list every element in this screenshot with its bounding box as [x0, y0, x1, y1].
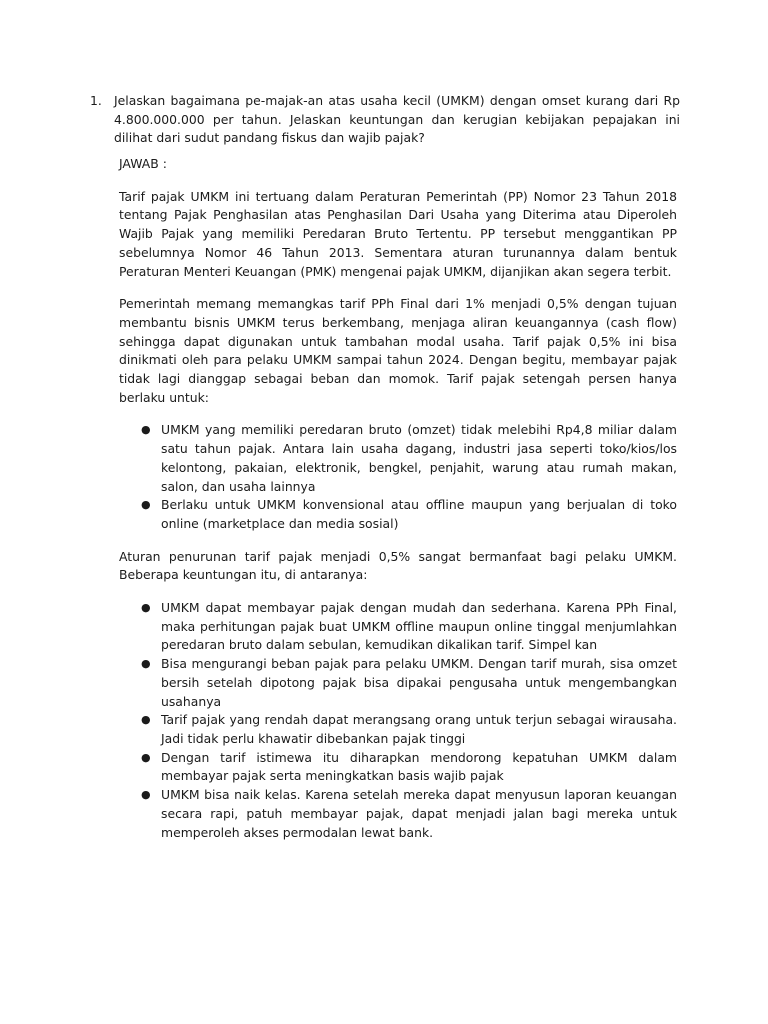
bullet-item — [119, 711, 677, 748]
bullet-icon: ● — [141, 423, 151, 437]
bullet-icon: ● — [141, 601, 151, 615]
question-text: Jelaskan bagaimana pe-majak-an atas usaha kecil (UMKM) dengan omset kurang dari Rp 4.800.000.000 per tahun. Jelaskan keuntungan dan kerugian kebijakan pepajakan ini dilihat dari sudut pandang fiskus dan wajib pajak? — [114, 93, 680, 146]
bullet-item — [119, 496, 677, 533]
bullet-item — [119, 749, 677, 786]
bullet-text: Berlaku untuk UMKM konvensional atau offline maupun yang berjualan di toko online (marketplace dan media sosial) — [161, 497, 677, 531]
answer-section — [119, 155, 677, 856]
bullet-icon: ● — [141, 713, 151, 727]
answer-paragraph-3: Aturan penurunan tarif pajak menjadi 0,5% sangat bermanfaat bagi pelaku UMKM. Beberapa keuntungan itu, di antaranya: — [119, 548, 677, 583]
bullet-icon: ● — [141, 498, 151, 512]
bullet-list-2 — [119, 599, 677, 842]
bullet-list-1 — [119, 421, 677, 533]
bullet-text: Dengan tarif istimewa itu diharapkan mendorong kepatuhan UMKM dalam membayar pajak serta meningkatkan basis wajib pajak — [161, 749, 677, 784]
bullet-item — [119, 421, 677, 496]
bullet-text: Tarif pajak yang rendah dapat merangsang orang untuk terjun sebagai wirausaha. Jadi tidak perlu khawatir dibebankan pajak tinggi — [161, 712, 677, 746]
bullet-text: UMKM dapat membayar pajak dengan mudah dan sederhana. Karena PPh Final, maka perhitungan pajak buat UMKM offline maupun online tinggal menjumlahkan peredaran bruto dalam sebulan, kemudikan dikalikan tarif. Simpel kan — [161, 600, 677, 653]
bullet-text: UMKM yang memiliki peredaran bruto (omzet) tidak melebihi Rp4,8 miliar dalam satu tahun pajak. Antara lain usaha dagang, industri jasa seperti toko/kios/los kelontong, pakaian, elektronik, bengkel, penjahit, warung atau rumah makan, salon, dan usaha lainnya — [161, 422, 677, 494]
question-number: 1. — [90, 93, 102, 108]
bullet-icon: ● — [141, 788, 151, 802]
bullet-icon: ● — [141, 657, 151, 671]
bullet-item — [119, 786, 677, 842]
answer-label: JAWAB : — [119, 156, 167, 171]
bullet-item — [119, 599, 677, 655]
bullet-item — [119, 655, 677, 711]
answer-paragraph-1: Tarif pajak UMKM ini tertuang dalam Peraturan Pemerintah (PP) Nomor 23 Tahun 2018 tentang Pajak Penghasilan atas Penghasilan Dari Usaha yang Diterima atau Diperoleh Wajib Pajak yang memiliki Peredaran Bruto Tertentu. PP tersebut menggantikan PP sebelumnya Nomor 46 Tahun 2013. Sementara aturan turunannya dalam bentuk Peraturan Menteri Keuangan (PMK) mengenai pajak UMKM, dijanjikan akan segera terbit. — [119, 188, 677, 279]
bullet-text: Bisa mengurangi beban pajak para pelaku UMKM. Dengan tarif murah, sisa omzet bersih setelah dipotong pajak bisa dipakai pengusaha untuk mengembangkan usahanya — [161, 656, 677, 709]
answer-paragraph-2: Pemerintah memang memangkas tarif PPh Final dari 1% menjadi 0,5% dengan tujuan membantu bisnis UMKM terus berkembang, menjaga aliran keuangannya (cash flow) sehingga dapat digunakan untuk tambahan modal usaha. Tarif pajak 0,5% ini bisa dinikmati oleh para pelaku UMKM sampai tahun 2024. Dengan begitu, membayar pajak tidak lagi dianggap sebagai beban dan momok. Tarif pajak setengah persen hanya berlaku untuk: — [119, 296, 677, 405]
bullet-text: UMKM bisa naik kelas. Karena setelah mereka dapat menyusun laporan keuangan secara rapi, patuh membayar pajak, dapat menjadi jalan bagi mereka untuk memperoleh akses permodalan lewat bank. — [161, 787, 677, 840]
bullet-icon: ● — [141, 750, 151, 764]
question-item — [90, 92, 680, 148]
